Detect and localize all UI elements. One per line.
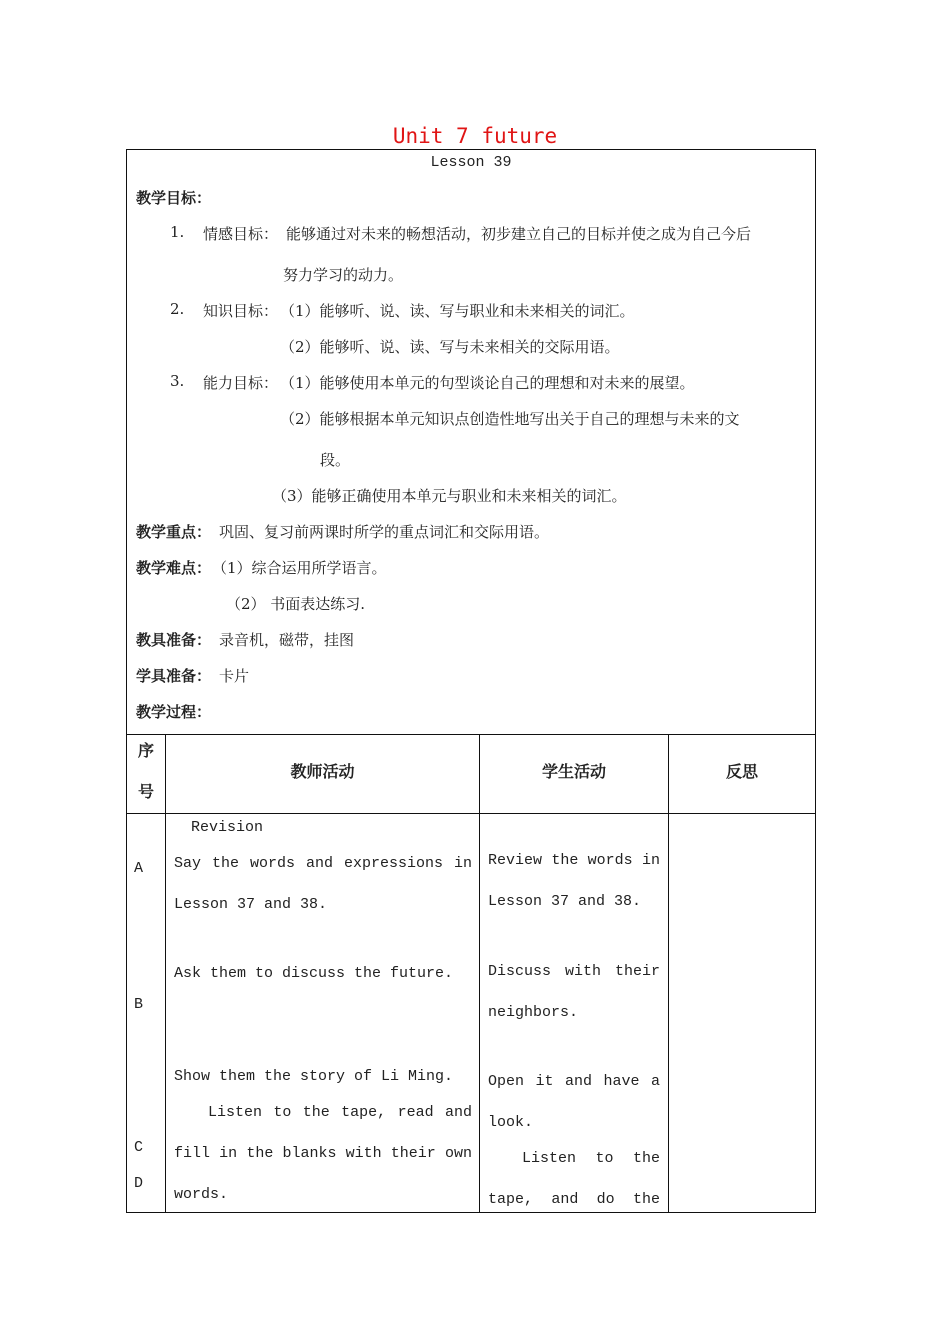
word: the: [211, 855, 239, 872]
difficulties-item-1: （1）综合运用所学语言。: [212, 559, 387, 577]
teacher-line: [208, 1104, 472, 1121]
word: in: [453, 855, 472, 872]
frame-bottom: [126, 1212, 816, 1213]
word: in: [219, 1145, 238, 1162]
word: the: [551, 852, 579, 869]
word: the: [632, 1150, 660, 1167]
word: a: [650, 1073, 660, 1090]
teaching-aids-label: 教具准备：: [136, 631, 212, 649]
word: Discuss: [488, 963, 552, 980]
student-line: [488, 852, 660, 869]
word: Say: [174, 855, 202, 872]
teacher-line: [174, 855, 472, 872]
word: have: [603, 1073, 640, 1090]
process-label: 教学过程：: [136, 703, 212, 721]
teacher-line: Lesson 37 and 38.: [174, 896, 328, 913]
word: Listen: [522, 1150, 577, 1167]
document-title: Unit 7 future: [392, 124, 558, 148]
table-col-3: [668, 734, 669, 1213]
objective-1-text: 能够通过对未来的畅想活动，初步建立自己的目标并使之成为自己今后: [286, 225, 752, 243]
frame-right: [815, 149, 816, 1213]
word: and: [564, 1073, 592, 1090]
word: tape,: [488, 1191, 534, 1208]
teaching-aids-text: 录音机，磁带，挂图: [219, 631, 355, 649]
objective-2-text-cont: （2）能够听、说、读、写与未来相关的交际用语。: [280, 338, 620, 356]
frame-left: [126, 149, 127, 1213]
objective-2-num: 2.: [170, 300, 185, 318]
teacher-line: [174, 1145, 472, 1162]
objective-3-text-4: （3）能够正确使用本单元与职业和未来相关的词汇。: [272, 487, 627, 505]
objective-3-text: （1）能够使用本单元的句型谈论自己的理想和对未来的展望。: [280, 374, 695, 392]
table-col-2: [479, 734, 480, 1213]
word: words: [249, 855, 295, 872]
objective-3-num: 3.: [170, 372, 185, 390]
word: their: [614, 963, 660, 980]
student-line: [488, 1191, 660, 1211]
word: expressions: [343, 855, 443, 872]
objective-1-label: 情感目标：: [203, 225, 279, 243]
objective-1-text-cont: 努力学习的动力。: [283, 266, 404, 284]
table-header-line: [126, 813, 816, 814]
difficulties-label: 教学难点：: [136, 559, 212, 577]
objectives-heading: 教学目标：: [136, 189, 212, 207]
difficulties-item-2: （2） 书面表达练习.: [226, 595, 366, 613]
header-seq-1: 序: [138, 741, 155, 760]
word: and: [444, 1104, 472, 1121]
key-points-label: 教学重点：: [136, 523, 212, 541]
objective-3-label: 能力目标：: [203, 374, 279, 392]
word: fill: [174, 1145, 211, 1162]
lesson-label: Lesson 39: [430, 154, 512, 171]
teacher-revision: Revision: [191, 819, 264, 836]
teacher-line: words.: [174, 1186, 229, 1203]
word: with: [564, 963, 601, 980]
word: to: [595, 1150, 614, 1167]
header-reflection: 反思: [725, 762, 758, 781]
objective-1-num: 1.: [170, 223, 185, 241]
word: and: [551, 1191, 579, 1208]
teacher-line: Ask them to discuss the future.: [174, 965, 454, 982]
student-line: Lesson 37 and 38.: [488, 893, 642, 910]
key-points-text: 巩固、复习前两课时所学的重点词汇和交际用语。: [219, 523, 550, 541]
student-aids-label: 学具准备：: [136, 667, 212, 685]
word: the: [632, 1191, 660, 1208]
student-line: look.: [488, 1114, 534, 1131]
word: their: [390, 1145, 436, 1162]
word: own: [444, 1145, 472, 1162]
word: the: [246, 1145, 274, 1162]
objective-2-text: （1）能够听、说、读、写与职业和未来相关的词汇。: [280, 302, 635, 320]
student-aids-text: 卡片: [219, 667, 250, 685]
step-label: B: [134, 996, 144, 1013]
word: with: [345, 1145, 382, 1162]
student-line: neighbors.: [488, 1004, 579, 1021]
student-line: [522, 1150, 660, 1167]
header-teacher: 教师活动: [290, 762, 355, 781]
word: in: [641, 852, 660, 869]
word: words: [587, 852, 633, 869]
header-seq-2: 号: [138, 782, 155, 801]
table-col-1: [165, 734, 166, 1213]
word: do: [596, 1191, 615, 1208]
objective-3-text-2: （2）能够根据本单元知识点创造性地写出关于自己的理想与未来的文: [280, 410, 740, 428]
word: the: [302, 1104, 330, 1121]
table-top-line: [126, 734, 816, 735]
word: Review: [488, 852, 543, 869]
header-student: 学生活动: [541, 762, 606, 781]
frame-top: [126, 149, 816, 150]
student-line: [488, 963, 660, 980]
word: blanks: [282, 1145, 337, 1162]
word: tape,: [341, 1104, 387, 1121]
word: to: [273, 1104, 292, 1121]
word: read: [397, 1104, 434, 1121]
step-label: C: [134, 1139, 144, 1156]
word: Listen: [208, 1104, 263, 1121]
objective-2-label: 知识目标：: [203, 302, 279, 320]
teacher-line: Show them the story of Li Ming.: [174, 1068, 454, 1085]
word: and: [305, 855, 333, 872]
objective-3-text-3: 段。: [320, 451, 351, 469]
step-label: A: [134, 860, 144, 877]
word: Open: [488, 1073, 525, 1090]
student-line: [488, 1073, 660, 1090]
word: it: [535, 1073, 554, 1090]
step-label: D: [134, 1175, 144, 1192]
